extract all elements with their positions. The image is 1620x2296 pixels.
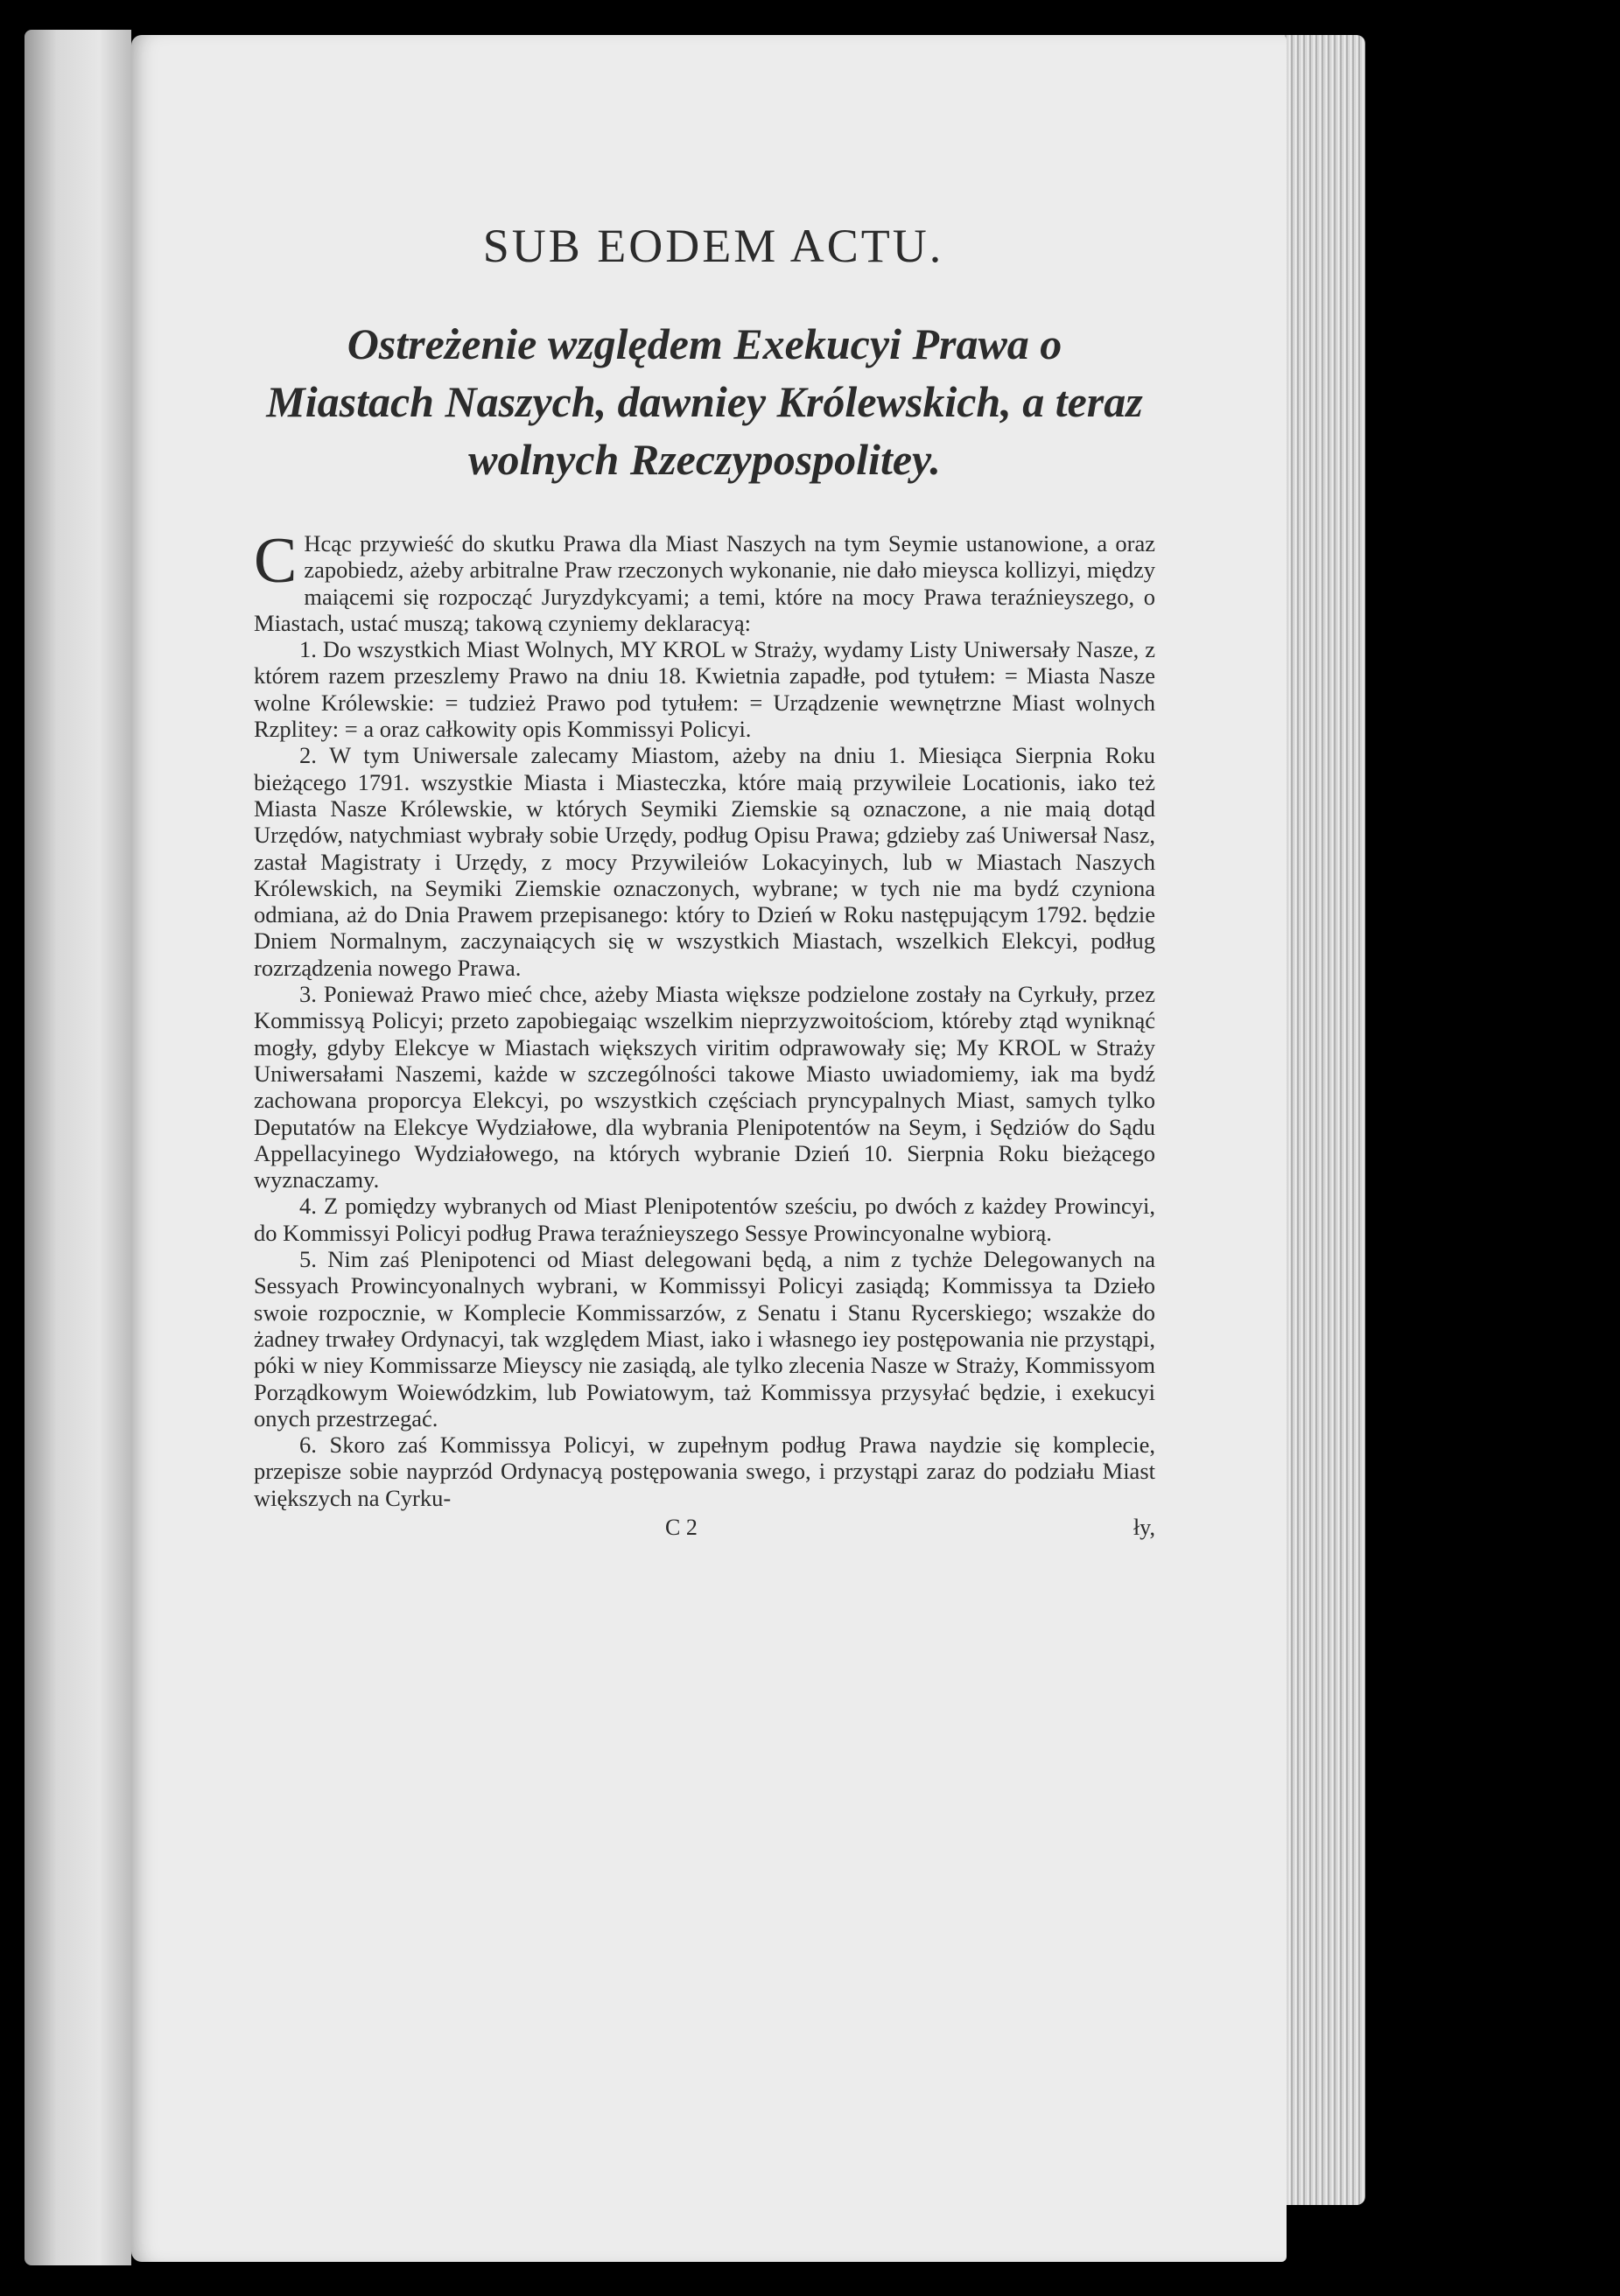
paragraph-intro: [254, 525, 1155, 636]
paragraph-intro-text: Hcąc przywieść do skutku Prawa dla Miast Naszych na tym Seymie ustanowione, a oraz zapobiedz, ażeby arbitralne Praw rzeczonych wykonanie, nie dało mieysca kollizyi, między maiącemi się rozpocząć Juryzdykcyami; a temi, które na mocy Prawa teraźnieyszego, o Miastach, ustać muszą; takową czyniemy deklaracyą:: [254, 530, 1155, 636]
paragraph-5: 5. Nim zaś Plenipotenci od Miast delegowani będą, a nim z tychże Delegowanych na Sessyach Prowincyonalnych wybrani, w Kommissyi Policyi zasiądą; Kommissya ta Dzieło swoie rozpocznie, w Komplecie Kommissarzów, z Senatu i Stanu Rycerskiego; wszakże do żadney trwałey Ordynacyi, tak względem Miast, iako i własnego iey postępowania nie przystąpi, póki w niey Kommissarze Mieyscy nie zasiądą, ale tylko zlecenia Nasze w Straży, Kommissyom Porządkowym Woiewódzkim, lub Powiatowym, taż Kommissya przysyłać będzie, i exekucyi onych przestrzegać.: [254, 1246, 1155, 1432]
paragraph-6: 6. Skoro zaś Kommissya Policyi, w zupełnym podług Prawa naydzie się komplecie, przepisze sobie nayprzód Ordynacyą postępowania swego, i przystąpi zaraz do podziału Miast większych na Cyrku-: [254, 1432, 1155, 1511]
catchword: ły,: [1133, 1514, 1155, 1540]
left-page-edge: [25, 30, 131, 2265]
paragraph-2: 2. W tym Uniwersale zalecamy Miastom, ażeby na dniu 1. Miesiąca Sierpnia Roku bieżącego 1791. wszystkie Miasta i Miasteczka, które maią przywileie Locationis, iako też Miasta Nasze Królewskie, w których Seymiki Ziemskie są oznaczone, a nie maią dotąd Urzędów, natychmiast wybrały sobie Urzędy, podług Opisu Prawa; gdzieby zaś Uniwersał Nasz, zastał Magistraty i Urzędy, z mocy Przywileiów Lokacyinych, lub w Miastach Naszych Królewskich, na Seymiki Ziemskie oznaczonych, wybrane; w tych nie ma bydź czyniona odmiana, aż do Dnia Prawem przepisanego: który to Dzień w Roku następującym 1792. będzie Dniem Normalnym, zaczynaiących się w wszystkich Miastach, wszelkich Elekcyi, podług rozrządzenia nowego Prawa.: [254, 742, 1155, 981]
paragraph-1: 1. Do wszystkich Miast Wolnych, MY KROL w Straży, wydamy Listy Uniwersały Nasze, z którem razem przeszlemy Prawo na dniu 18. Kwietnia zapadłe, pod tytułem: = Miasta Nasze wolne Królewskie: = tudzież Prawo pod tytułem: = Urządzenie wewnętrzne Miast wolnych Rzplitey: = a oraz całkowity opis Kommissyi Policyi.: [254, 636, 1155, 743]
page-content: [254, 219, 1155, 1544]
running-title: SUB EODEM ACTU.: [482, 220, 944, 272]
section-subtitle: Ostreżenie względem Exekucyi Prawa o Miastach Naszych, dawniey Królewskich, a teraz wolnych Rzeczypospolitey.: [266, 319, 1143, 484]
signature-mark: C 2: [665, 1514, 698, 1540]
paragraph-3: 3. Ponieważ Prawo mieć chce, ażeby Miasta większe podzielone zostały na Cyrkuły, przez Kommissyą Policyi; przeto zapobiegaiąc wszelkim nieprzyzwoitościom, któreby ztąd wyniknąć mogły, gdyby Elekcye w Miastach większych viritim odprawowały się; My KROL w Straży Uniwersałami Naszemi, każde w szczególności takowe Miasto uwiadomiemy, iak ma bydź zachowana proporcya Elekcyi, po wszystkich częściach pryncypalnych Miast, samych tylko Deputatów na Elekcye Wydziałowe, dla wybrania Plenipotentów na Seym, i Sędziów do Sądu Appellacyinego Wydziałowego, na których wybranie Dzień 10. Sierpnia Roku bieżącego wyznaczamy.: [254, 981, 1155, 1194]
page-footer: [254, 1515, 1155, 1544]
body-text: [254, 525, 1155, 1511]
book-page: [131, 35, 1287, 2262]
drop-cap: C: [254, 525, 298, 597]
paragraph-4: 4. Z pomiędzy wybranych od Miast Plenipotentów sześciu, po dwóch z każdey Prowincyi, do Kommissyi Policyi podług Prawa teraźnieyszego Sessye Prowincyonalne wybiorą.: [254, 1193, 1155, 1246]
